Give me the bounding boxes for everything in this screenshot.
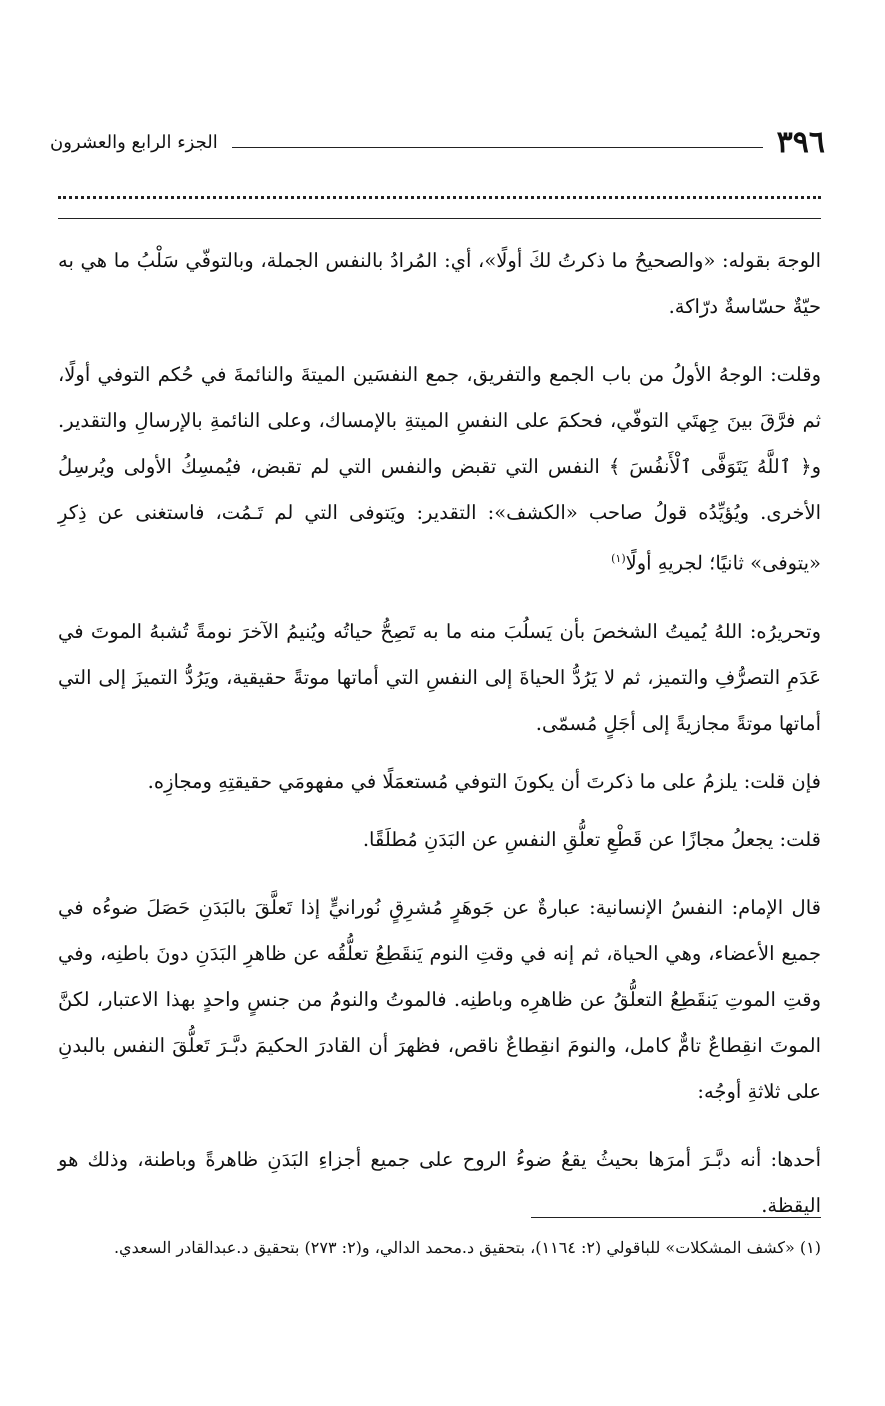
header-rule (232, 147, 763, 148)
paragraph-6: قال الإمام: النفسُ الإنسانية: عبارةٌ عن جَوهَرٍ مُشرِقٍ نُورانيٍّ إذا تَعلَّقَ بالبَدَنِ حَصَلَ ضوءُه في جميع الأعضاء، وهي الحياة، ثم إنه في وقتِ النوم يَنقَطِعُ تعلُّقُه عن ظاهرِ البَدَنِ دونَ باطنِه، وفي وقتِ الموتِ يَنقَطِعُ التعلُّقُ عن ظاهرِه وباطنِه. فالموتُ والنومُ من جنسٍ واحدٍ بهذا الاعتبار، لكنَّ الموتَ انقِطاعٌ تامٌّ كامل، والنومَ انقِطاعٌ ناقص، فظهرَ أن القادرَ الحكيمَ دبَّـرَ تَعلُّقَ النفس بالبدنِ على ثلاثةِ أوجُه: (58, 895, 821, 1103)
separator-rule (58, 218, 821, 219)
paragraph-3: وتحريرُه: اللهُ يُميتُ الشخصَ بأن يَسلُبَ منه ما به تَصِحُّ حياتُه ويُنيمُ الآخرَ نومةً تُشبهُ الموتَ في عَدَمِ التصرُّفِ والتميز، ثم لا يَرُدُّ الحياةَ إلى النفسِ التي أماتها موتةً حقيقية، ويَرُدُّ التميزَ إلى التي أماتها موتةً مجازيةً إلى أجَلٍ مُسمّى. (58, 619, 821, 735)
paragraph-1: الوجهَ بقوله: «والصحيحُ ما ذكرتُ لكَ أولًا»، أي: المُرادُ بالنفس الجملة، وبالتوفّي سَلْبُ ما هي به حيّةٌ حسّاسةٌ درّاكة. (58, 249, 821, 318)
paragraph-2 (58, 352, 821, 587)
page-number: ٣٩٦ (776, 124, 825, 160)
main-text (58, 238, 821, 1241)
dotted-separator (58, 196, 821, 199)
running-title: الجزء الرابع والعشرون (50, 131, 218, 153)
paragraph-5: قلت: يجعلُ مجازًا عن قَطْعِ تعلُّقِ النفسِ عن البَدَنِ مُطلَقًا. (362, 827, 821, 851)
page-header (50, 122, 825, 162)
footnote-marker: (١) (611, 552, 626, 565)
paragraph-2-text: وقلت: الوجهُ الأولُ من باب الجمع والتفريق، جمع النفسَين الميتةَ والنائمةَ في حُكم التوفي أولًا، ثم فرَّقَ بينَ جِهتَي التوفّي، فحكمَ على النفسِ الميتةِ بالإمساك، وعلى النائمةِ بالإرسالِ والتقدير. و﴿ ٱللَّهُ يَتَوَفَّى ٱلْأَنفُسَ ﴾ النفس التي تقبض والنفس التي لم تقبض، فيُمسِكُ الأولى ويُرسِلُ الأخرى. ويُؤيِّدُه قولُ صاحب «الكشف»: التقدير: ويَتوفى التي لم تَـمُت، فاستغنى عن ذِكرِ «يتوفى» ثانيًا؛ لجريهِ أولًا (58, 363, 822, 575)
footnote-rule (531, 1217, 821, 1218)
paragraph-4: فإن قلت: يلزمُ على ما ذكرتَ أن يكونَ التوفي مُستعمَلًا في مفهومَي حقيقتِهِ ومجازِه. (147, 769, 821, 793)
paragraph-7: أحدها: أنه دبَّـرَ أمرَها بحيثُ يقعُ ضوءُ الروح على جميع أجزاءِ البَدَنِ ظاهرةً وباطنة، وذلك هو اليقظة. (58, 1147, 821, 1217)
footnote: (١) «كشف المشكلات» للباقولي (٢: ١١٦٤)، بتحقيق د.محمد الدالي، و(٢: ٢٧٣) بتحقيق د.عبدالقادر السعدي. (113, 1238, 821, 1257)
